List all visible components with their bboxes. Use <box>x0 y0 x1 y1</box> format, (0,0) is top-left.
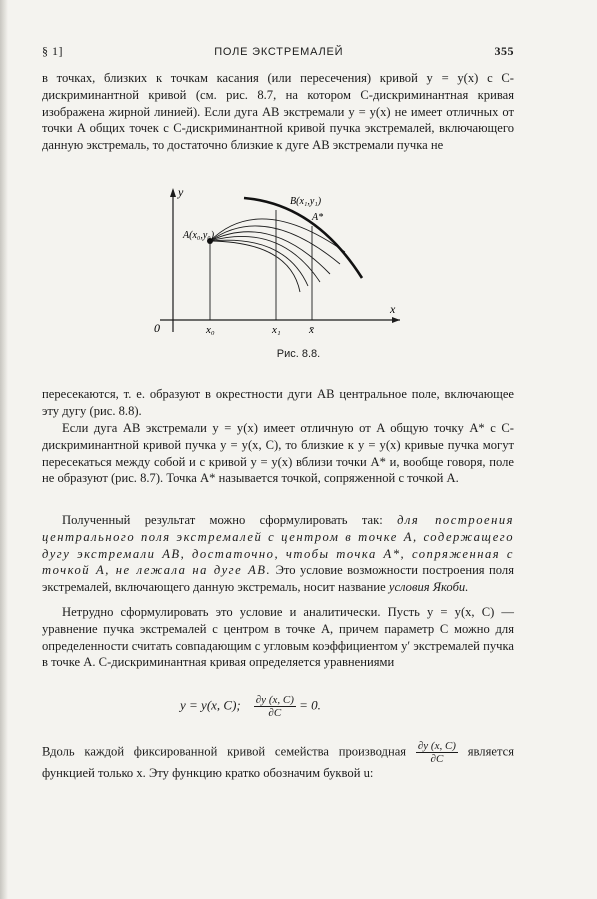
discriminant-curve <box>244 198 362 278</box>
page-number: 355 <box>494 44 514 58</box>
chapter-title: ПОЛЕ ЭКСТРЕМАЛЕЙ <box>214 46 344 58</box>
paragraph-5: Нетрудно сформулировать это условие и аналитически. Пусть y = y(x, C) — уравнение пучка экстремалей с центром в точке A, причем параметр C можно для определенности считать совпадающим с угловым коэффициентом y′ экстремалей пучка в точке A. C-дискриминантная кривая определяется уравнениями <box>42 605 514 670</box>
figure-graph <box>140 182 410 342</box>
point-a-label: A(x₀,y₀) <box>183 230 215 241</box>
paragraph-6 <box>42 740 514 782</box>
figure-8-8 <box>140 182 410 342</box>
point-b-label: B(x₁,y₁) <box>290 196 322 207</box>
formula-right: = 0. <box>299 697 321 713</box>
extremal-curve-5 <box>210 240 308 286</box>
formula-numerator: ∂y (x, C) <box>255 694 294 706</box>
inline-derivative-denominator: ∂C <box>430 753 444 765</box>
paragraph-6-start: Вдоль каждой фиксированной кривой семейства производная <box>42 744 407 759</box>
section-marker: § 1] <box>42 44 63 58</box>
formula-left: y = y(x, C); <box>180 697 241 713</box>
paragraph-4-statement: для построения центрального поля экстремалей с центром в точке A, содержащего дугу экстремали AB, достаточно, чтобы точка A*, сопряженная с точкой A, не лежала на дуге AB. <box>42 513 514 578</box>
running-header <box>42 44 514 59</box>
discriminant-equations <box>180 694 400 734</box>
inline-derivative <box>416 740 458 765</box>
paragraph-4 <box>42 512 514 596</box>
figure-caption: Рис. 8.8. <box>276 348 321 360</box>
jacobi-condition-term: условия Якоби. <box>388 580 469 595</box>
origin-label: 0 <box>154 321 160 335</box>
paragraph-4-intro: Полученный результат можно сформулировать так: <box>62 513 383 527</box>
point-astar-label: A* <box>312 212 324 223</box>
x-axis-label: x <box>390 302 396 316</box>
tick-xbar-label: x̄ <box>309 324 314 336</box>
paragraph-2: пересекаются, т. е. образуют в окрестности дуги AB центральное поле, включающее эту дугу (рис. 8.8). <box>42 387 514 418</box>
formula-denominator: ∂C <box>268 707 282 719</box>
tick-x0-label: x₀ <box>206 324 215 336</box>
formula-fraction <box>254 694 296 719</box>
paragraph-6-end: является функцией только x. Эту функцию кратко обозначим буквой u: <box>42 744 514 780</box>
page-edge-shadow <box>0 0 8 899</box>
tick-x1-label: x₁ <box>272 324 281 336</box>
y-axis-label: y <box>178 185 184 199</box>
inline-derivative-numerator: ∂y (x, C) <box>417 740 456 752</box>
extremal-curve-4 <box>210 236 320 282</box>
extremal-curve-2 <box>210 226 340 264</box>
x-axis-arrow <box>392 317 400 323</box>
y-axis-arrow <box>170 188 176 197</box>
paragraph-1: в точках, близких к точкам касания (или пересечения) кривой y = y(x) с C-дискриминантной кривой (см. рис. 8.7, на котором C-дискриминантная кривая изображена жирной линией). Если дуга AB экстремали y = y(x) не имеет отличных от точки A общих точек с C-дискриминантной кривой пучка экстремалей, включающего данную экстремаль, то достаточно близкие к дуге AB экстремали пучка не <box>42 71 514 153</box>
paragraph-4-tail: Это условие возможности построения поля экстремалей, включающего данную экстремаль, носит название <box>42 563 514 595</box>
extremal-curve-1 <box>210 219 345 252</box>
paragraph-3: Если дуга AB экстремали y = y(x) имеет отличную от A общую точку A* с C-дискриминантной кривой пучка y = y(x, C), то близкие к y = y(x) кривые пучка могут пересекаться между собой и с кривой y = y(x) вблизи точки A* и, вообще говоря, поле не образуют (рис. 8.7). Точка A* называется точкой, сопряженной с точкой A. <box>42 421 514 486</box>
